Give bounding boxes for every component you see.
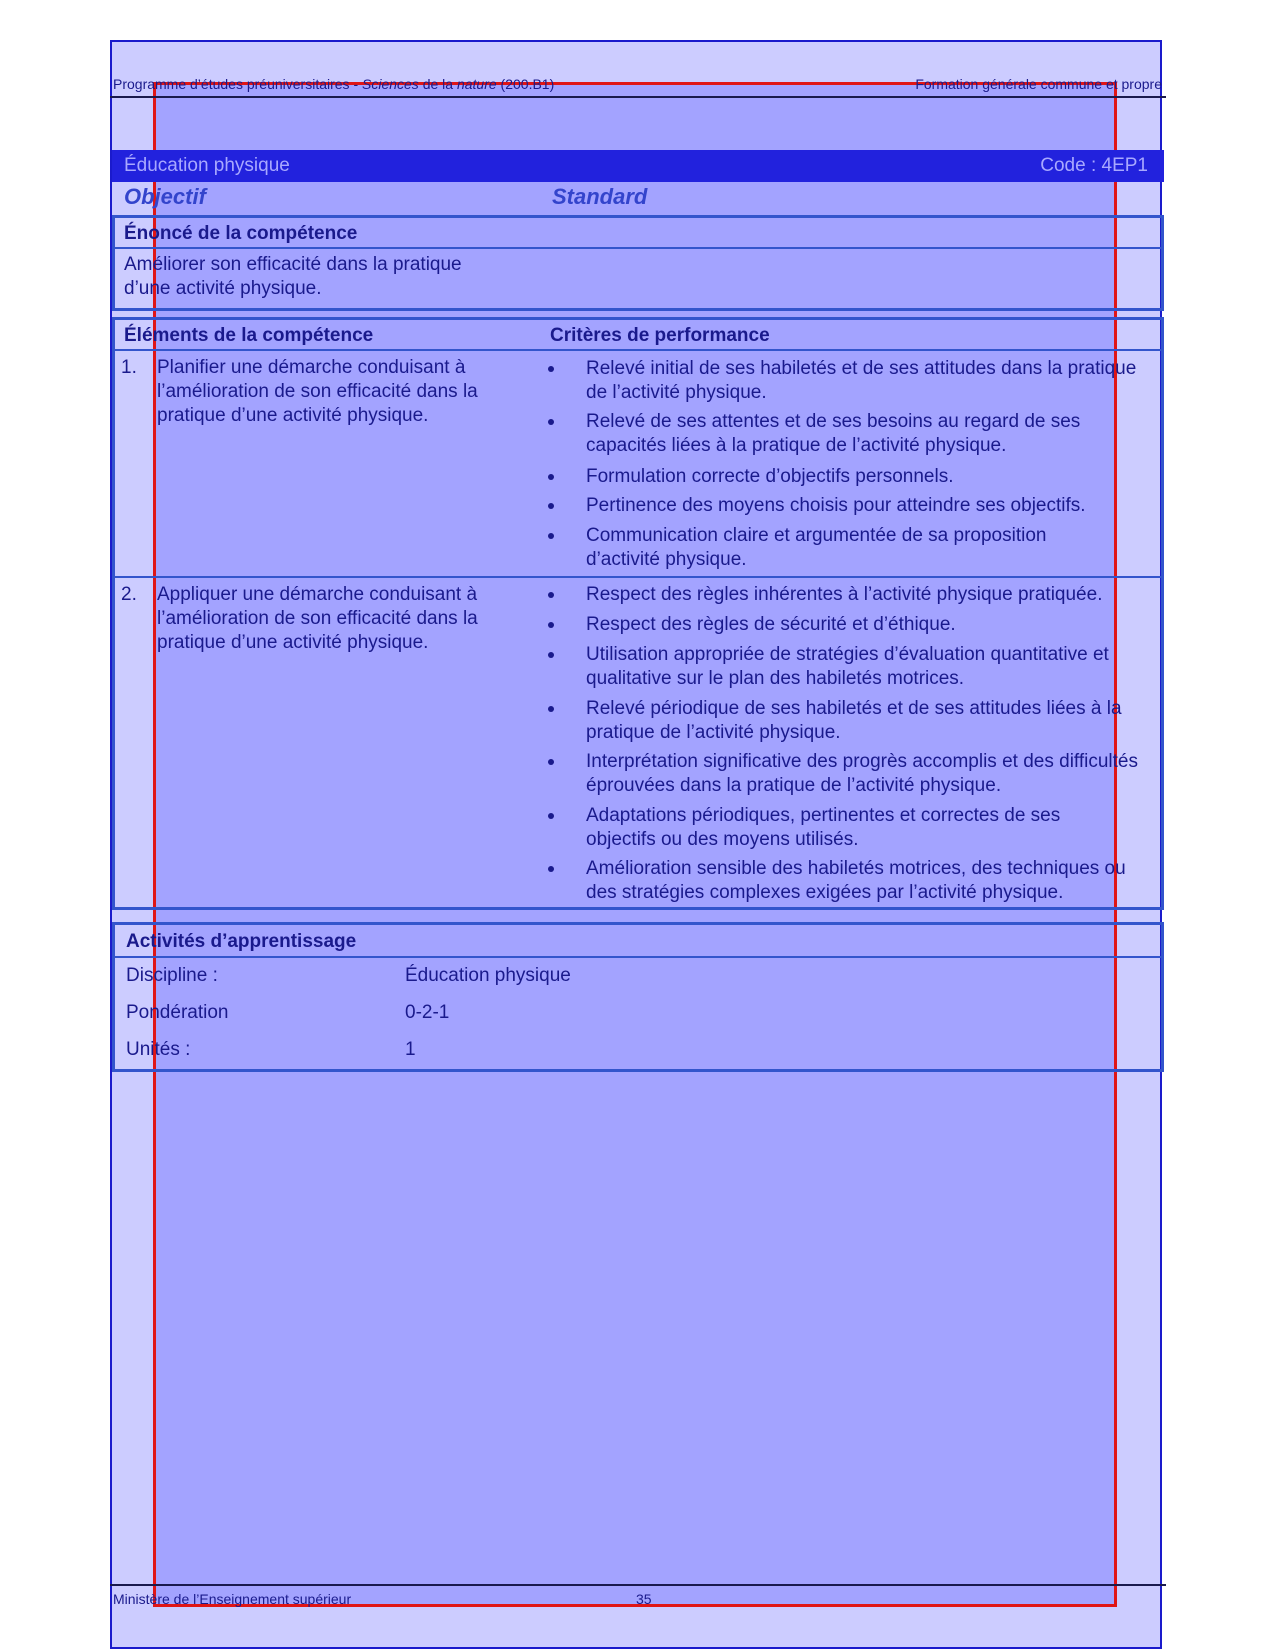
criteria-heading: Critères de performance [550, 325, 770, 346]
footer-rule [110, 1584, 1166, 1586]
page-number: 35 [636, 1591, 652, 1607]
elements-divider [112, 349, 1164, 351]
element-number: 2. [121, 584, 137, 605]
objective-heading: Objectif [124, 184, 206, 209]
bullet-icon [548, 533, 554, 539]
course-title-bar [112, 150, 1164, 182]
running-header-right: Formation générale commune et propre [915, 76, 1162, 92]
element-separator [112, 576, 1164, 578]
activities-divider [112, 956, 1164, 958]
activity-value: 0-2-1 [405, 1002, 450, 1023]
bullet-icon [548, 474, 554, 480]
element-text: Planifier une démarche conduisant à l’amélioration de son efficacité dans la pratique d’une activité physique. [157, 357, 478, 426]
bullet-icon [548, 366, 554, 372]
bullet-icon [548, 652, 554, 658]
footer-ministry: Ministère de l’Enseignement supérieur [113, 1591, 352, 1607]
bullet-icon [548, 622, 554, 628]
standard-heading: Standard [552, 184, 648, 209]
bullet-icon [548, 866, 554, 872]
bullet-icon [548, 503, 554, 509]
course-code: Code : 4EP1 [1040, 155, 1148, 176]
element-text: Appliquer une démarche conduisant à l’amélioration de son efficacité dans la pratique d’une activité physique. [157, 584, 478, 653]
competence-heading: Énoncé de la compétence [124, 223, 358, 244]
competence-divider [112, 247, 1164, 249]
activity-label: Discipline : [126, 965, 218, 986]
activity-value: Éducation physique [405, 965, 571, 986]
bullet-icon [548, 419, 554, 425]
bullet-icon [548, 759, 554, 765]
activity-label: Unités : [126, 1039, 191, 1060]
activity-label: Pondération [126, 1002, 229, 1023]
bullet-icon [548, 813, 554, 819]
competence-text: Améliorer son efficacité dans la pratique d’une activité physique. [124, 254, 462, 299]
bullet-icon [548, 706, 554, 712]
element-number: 1. [121, 357, 137, 378]
elements-heading: Éléments de la compétence [124, 325, 374, 346]
course-subject: Éducation physique [124, 155, 290, 176]
running-header-left: Programme d’études préuniversitaires - Sciences de la nature (200.B1) [113, 76, 555, 92]
activities-heading: Activités d’apprentissage [126, 931, 357, 952]
header-rule [110, 96, 1166, 98]
bullet-icon [548, 592, 554, 598]
activity-value: 1 [405, 1039, 416, 1060]
